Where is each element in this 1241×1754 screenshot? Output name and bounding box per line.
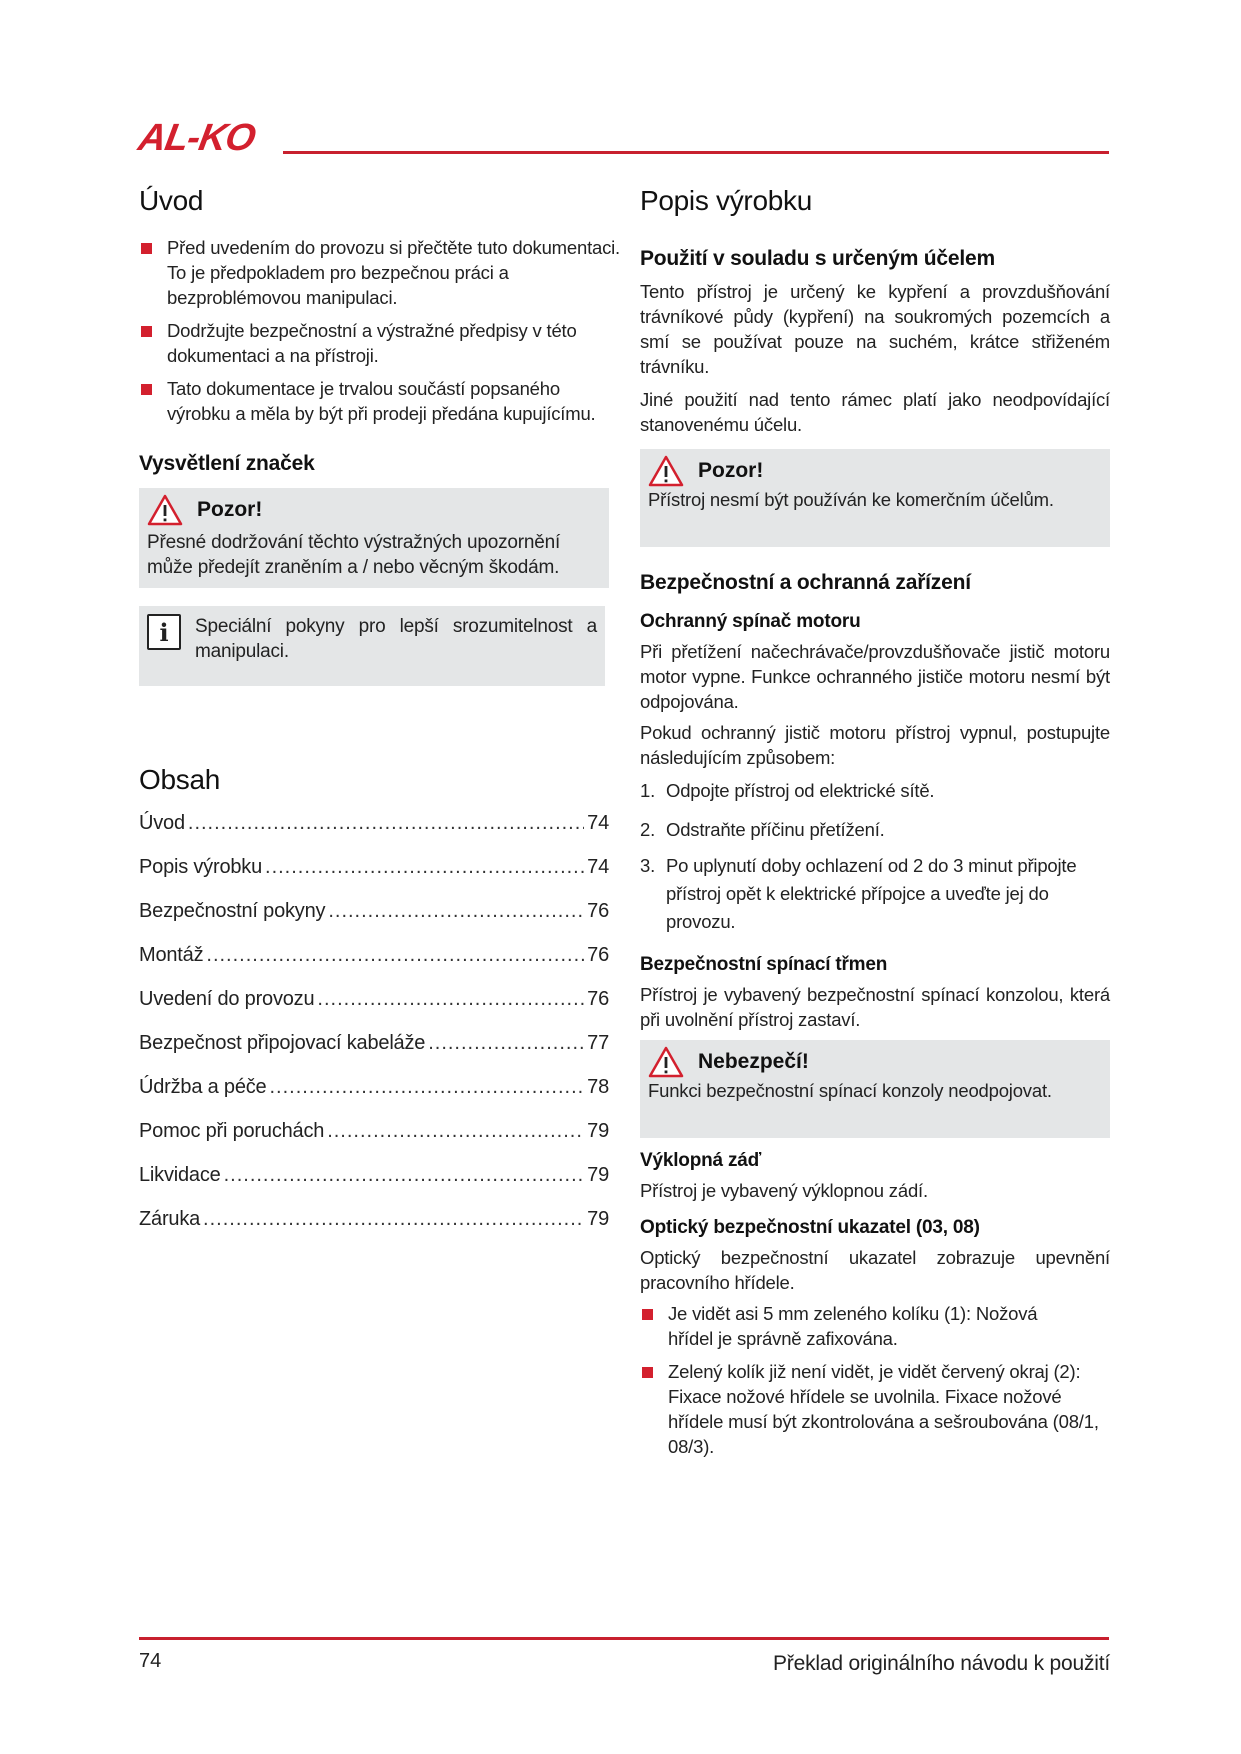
intro-title: Úvod (139, 185, 204, 216)
footer-rule (139, 1637, 1109, 1640)
steps-list (640, 778, 1110, 936)
warning-title: Pozor! (698, 459, 764, 482)
warning-triangle-icon (147, 494, 183, 526)
optic-bullets (640, 1301, 1110, 1459)
use-title: Použití v souladu s určeným účelem (640, 247, 995, 270)
contents-title: Obsah (139, 764, 220, 795)
optic-indicator-title: Optický bezpečnostní ukazatel (03, 08) (640, 1217, 980, 1238)
bullet-square-icon (642, 1367, 653, 1378)
bullet-square-icon (141, 384, 152, 395)
list-item: Dodržujte bezpečnostní a výstražné předpisy v této dokumentaci a na přístroji. (139, 318, 597, 368)
list-item: Tato dokumentace je trvalou součástí popsaného výrobku a měla by být při prodeji předána kupujícímu. (139, 376, 622, 426)
toc-entry[interactable]: Údržba a péče ..... 78 (139, 1076, 609, 1120)
right-column (640, 185, 1110, 1467)
toc-entry[interactable]: Pomoc při poruchách ..... 79 (139, 1120, 609, 1164)
list-item: Před uvedením do provozu si přečtěte tuto dokumentaci. To je předpokladem pro bezpečnou práci a bezproblémovou manipulaci. (139, 235, 622, 310)
list-item: Zelený kolík již není vidět, je vidět červený okraj (2): Fixace nožové hřídele se uvolnila. Fixace nožové hřídele musí být zkontrolována a sešroubována (08/1, 08/3). (640, 1359, 1108, 1459)
toc-entry[interactable]: Záruka ..... 79 (139, 1208, 609, 1252)
toc-entry[interactable]: Popis výrobku ..... 74 (139, 856, 609, 900)
toc-entry[interactable]: Uvedení do provozu ..... 76 (139, 988, 609, 1032)
warning-text: Přesné dodržování těchto výstražných upozornění může předejít zraněním a / nebo věcným škodám. (147, 532, 561, 578)
flap-paragraph: Přístroj je vybavený výklopnou zádí. (640, 1180, 928, 1201)
warning-text: Přístroj nesmí být používán ke komerčním účelům. (648, 489, 1054, 510)
bullet-square-icon (141, 326, 152, 337)
toc-entry[interactable]: Úvod ..... 74 (139, 812, 609, 856)
danger-text: Funkci bezpečnostní spínací konzoly neodpojovat. (648, 1080, 1052, 1101)
optic-paragraph: Optický bezpečnostní ukazatel zobrazuje upevnění pracovního hřídele. (640, 1247, 1110, 1293)
page-number: 74 (139, 1650, 162, 1672)
toc-entry[interactable]: Bezpečnost připojovací kabeláže ..... 77 (139, 1032, 609, 1076)
motor-switch-title: Ochranný spínač motoru (640, 611, 861, 632)
warning-triangle-icon (648, 1046, 684, 1078)
danger-box (640, 1040, 1110, 1138)
bracket-paragraph: Přístroj je vybavený bezpečnostní spínací konzolou, která při uvolnění přístroj zastaví. (640, 984, 1110, 1030)
toc-entry[interactable]: Montáž ..... 76 (139, 944, 609, 988)
info-icon: i (147, 614, 181, 650)
warning-box (139, 488, 609, 588)
left-column (139, 185, 620, 1252)
use-paragraph-2: Jiné použití nad tento rámec platí jako neodpovídající stanovenému účelu. (640, 389, 1110, 435)
bracket-title: Bezpečnostní spínací třmen (640, 954, 888, 975)
bullet-square-icon (141, 243, 152, 254)
motor-paragraph-1: Při přetížení načechrávače/provzdušňovače jistič motoru motor vypne. Funkce ochranného jističe motoru nesmí být odpojována. (640, 641, 1110, 712)
header-rule (283, 151, 1109, 154)
bullet-square-icon (642, 1309, 653, 1320)
safety-title: Bezpečnostní a ochranná zařízení (640, 571, 971, 594)
list-item: Je vidět asi 5 mm zeleného kolíku (1): Nožová hřídel je správně zafixována. (640, 1301, 1068, 1351)
info-box (139, 606, 605, 686)
list-item: 3. Po uplynutí doby ochlazení od 2 do 3 minut připojte přístroj opět k elektrické přípojce a uveďte jej do provozu. (640, 855, 1077, 932)
alko-logo: AL-KO (135, 117, 259, 159)
warning-title: Pozor! (197, 498, 263, 521)
danger-title: Nebezpečí! (698, 1050, 809, 1073)
intro-bullets (139, 235, 620, 426)
motor-paragraph-2: Pokud ochranný jistič motoru přístroj vypnul, postupujte následujícím způsobem: (640, 722, 1110, 768)
table-of-contents (139, 812, 609, 1252)
toc-entry[interactable]: Likvidace ..... 79 (139, 1164, 609, 1208)
use-paragraph-1: Tento přístroj je určený ke kypření a provzdušňování trávníkové půdy (kypření) na soukromých pozemcích a smí se používat pouze na suchém, krátce střiženém trávníku. (640, 281, 1110, 377)
warning-box-commercial (640, 449, 1110, 547)
flap-title: Výklopná záď (640, 1150, 762, 1171)
list-item: 2. Odstraňte příčinu přetížení. (640, 819, 885, 840)
info-text: Speciální pokyny pro lepší srozumitelnost a manipulaci. (195, 616, 597, 662)
warning-triangle-icon (648, 455, 684, 487)
footer-text: Překlad originálního návodu k použití (773, 1652, 1110, 1675)
toc-entry[interactable]: Bezpečnostní pokyny ..... 76 (139, 900, 609, 944)
list-item: 1. Odpojte přístroj od elektrické sítě. (640, 780, 935, 801)
product-title: Popis výrobku (640, 185, 812, 216)
symbols-title: Vysvětlení značek (139, 452, 315, 475)
